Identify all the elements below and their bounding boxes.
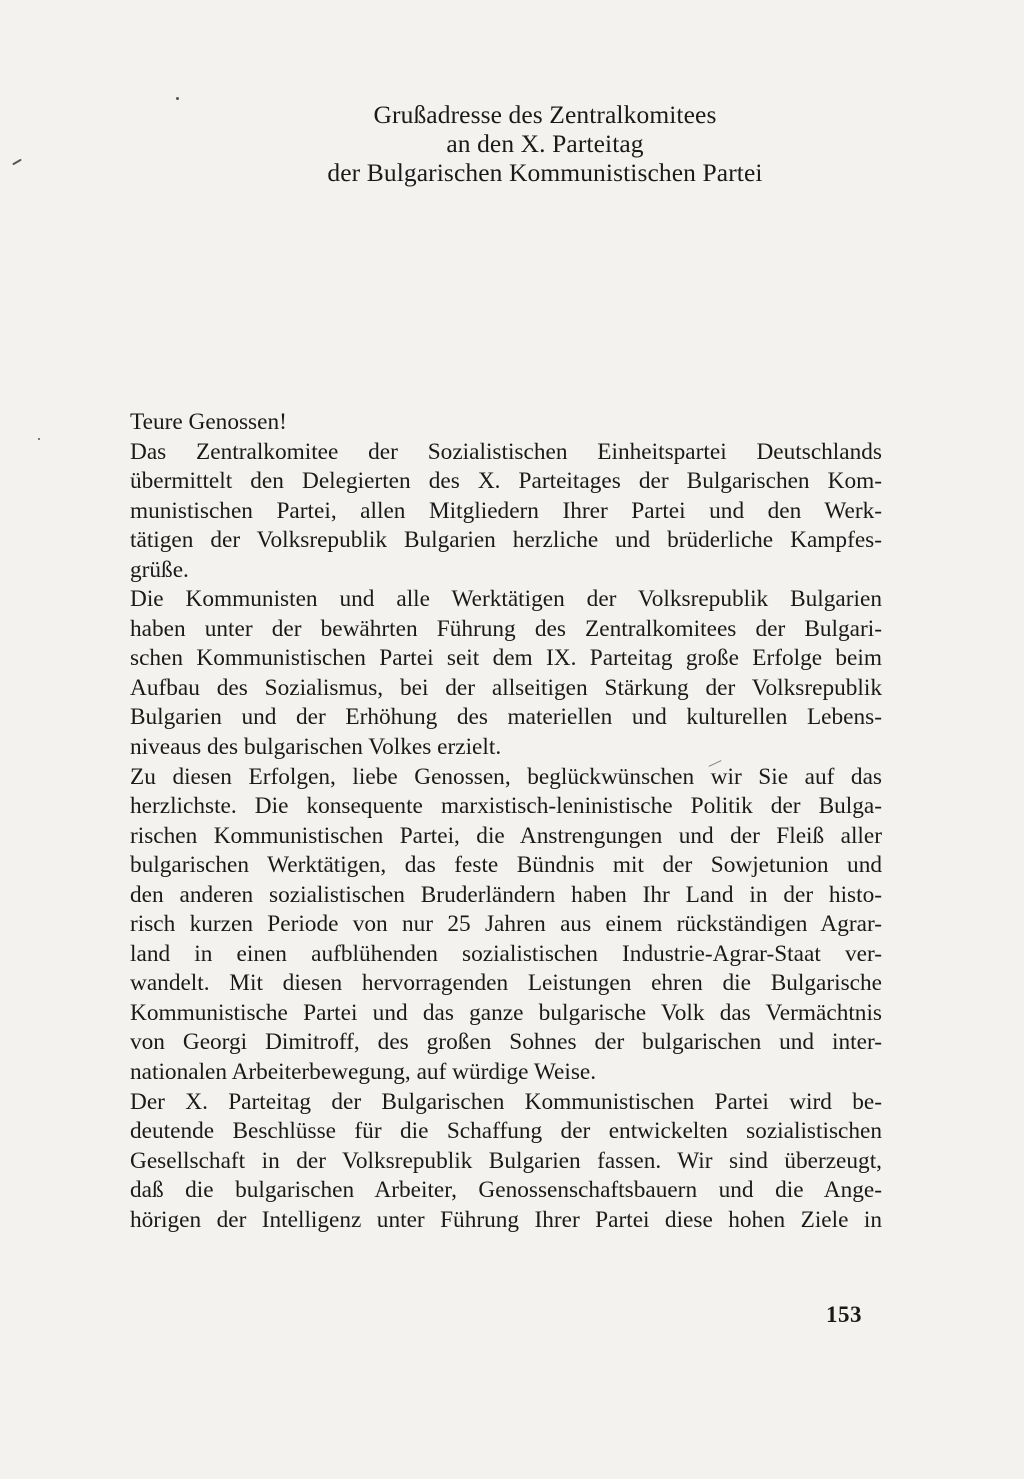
text-line: hörigen der Intelligenz unter Führung Ihrer Partei diese hohen Ziele in [130,1206,882,1233]
text-line: übermittelt den Delegierten des X. Parteitages der Bulgarischen Kom- [130,468,882,495]
text-line: daß die bulgarischen Arbeiter, Genossenschaftsbauern und die Ange- [130,1177,882,1204]
salutation: Teure Genossen! [130,409,287,435]
paragraph [130,763,882,1088]
text-line: rischen Kommunistischen Partei, die Anstrengungen und der Fleiß aller [130,822,882,849]
heading-line: Grußadresse des Zentralkomitees [373,100,717,129]
text-line: wandelt. Mit diesen hervorragenden Leistungen ehren die Bulgarische [130,970,882,997]
print-speck [176,97,179,100]
document-body [130,408,882,1235]
text-line: Bulgarien und der Erhöhung des materiellen und kulturellen Lebens- [130,704,882,731]
heading-line: der Bulgarischen Kommunistischen Partei [327,158,763,187]
text-line: niveaus des bulgarischen Volkes erzielt. [130,734,502,761]
text-line: herzlichste. Die konsequente marxistisch-leninistische Politik der Bulga- [130,793,882,820]
text-line: Aufbau des Sozialismus, bei der allseitigen Stärkung der Volksrepublik [130,674,882,701]
text-line: nationalen Arbeiterbewegung, auf würdige Weise. [130,1059,597,1086]
text-line: Gesellschaft in der Volksrepublik Bulgarien fassen. Wir sind überzeugt, [130,1147,882,1174]
text-line: Kommunistische Partei und das ganze bulgarische Volk das Vermächtnis [130,999,882,1026]
text-line: von Georgi Dimitroff, des großen Sohnes der bulgarischen und inter- [130,1029,882,1056]
text-line: risch kurzen Periode von nur 25 Jahren aus einem rückständigen Agrar- [130,911,882,938]
text-line: deutende Beschlüsse für die Schaffung der entwickelten sozialistischen [130,1118,882,1145]
text-line: tätigen der Volksrepublik Bulgarien herzliche und brüderliche Kampfes- [130,527,882,554]
text-line: Das Zentralkomitee der Sozialistischen Einheitspartei Deutschlands [130,438,882,465]
text-line: Die Kommunisten und alle Werktätigen der Volksrepublik Bulgarien [130,586,882,613]
text-line: munistischen Partei, allen Mitgliedern Ihrer Partei und den Werk- [130,497,882,524]
text-line: den anderen sozialistischen Bruderländern haben Ihr Land in der histo- [130,881,882,908]
text-line: haben unter der bewährten Führung des Zentralkomitees der Bulgari- [130,615,882,642]
document-heading [200,100,890,187]
text-line: Zu diesen Erfolgen, liebe Genossen, beglückwünschen wir Sie auf das [130,763,882,790]
paragraph [130,438,882,586]
print-speck [38,438,40,440]
paragraph [130,585,882,762]
text-line: schen Kommunistischen Partei seit dem IX. Parteitag große Erfolge beim [130,645,882,672]
text-line: grüße. [130,556,189,583]
text-line: Der X. Parteitag der Bulgarischen Kommunistischen Partei wird be- [130,1088,882,1115]
paragraph [130,1088,882,1236]
text-line: land in einen aufblühenden sozialistischen Industrie-Agrar-Staat ver- [130,940,882,967]
heading-line: an den X. Parteitag [446,129,644,158]
page-number: 153 [826,1302,862,1327]
text-line: bulgarischen Werktätigen, das feste Bündnis mit der Sowjetunion und [130,852,882,879]
print-speck [12,159,22,166]
